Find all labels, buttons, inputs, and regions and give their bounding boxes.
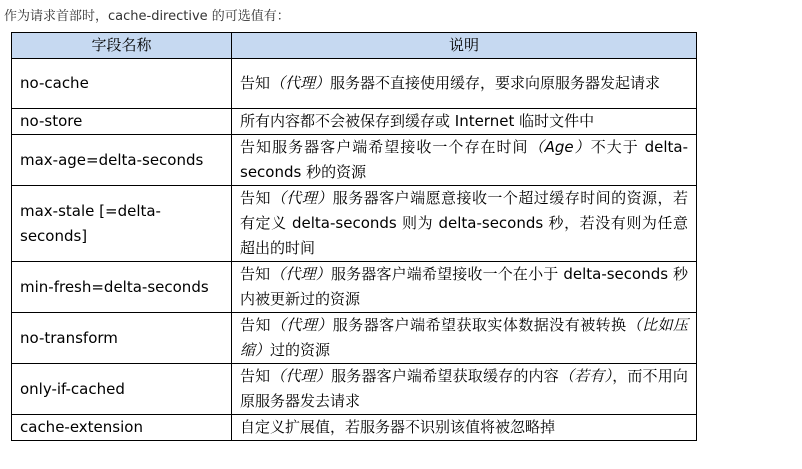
description-text: 不大于 delta-seconds 秒的资源 xyxy=(240,138,688,181)
italic-text: （代理） xyxy=(270,367,332,385)
description-text: 告知 xyxy=(240,367,271,385)
description-text: 服务器不直接使用缓存，要求向原服务器发起请求 xyxy=(330,74,661,92)
cell-description xyxy=(232,364,697,415)
description-text: 所有内容都不会被保存到缓存或 Internet 临时文件中 xyxy=(240,112,595,130)
description-text: 服务器客户端希望获取实体数据没有被转换 xyxy=(332,316,627,334)
table-row xyxy=(12,262,697,313)
cell-description xyxy=(232,415,697,441)
cell-description xyxy=(232,135,697,186)
table-row xyxy=(12,135,697,186)
cell-field-name: max-stale [=delta-seconds] xyxy=(12,186,232,262)
table-row xyxy=(12,364,697,415)
table-row xyxy=(12,313,697,364)
description-text: 自定义扩展值，若服务器不识别该值将被忽略掉 xyxy=(240,418,556,436)
cell-description xyxy=(232,262,697,313)
description-text: 告知 xyxy=(240,74,271,92)
description-text: 告知 xyxy=(240,265,271,283)
italic-text: （代理） xyxy=(270,189,333,207)
table-row xyxy=(12,59,697,109)
cell-description xyxy=(232,313,697,364)
cell-field-name: no-transform xyxy=(12,313,232,364)
cell-field-name: min-fresh=delta-seconds xyxy=(12,262,232,313)
cache-directive-table xyxy=(11,32,697,441)
cell-description xyxy=(232,186,697,262)
description-text: 服务器客户端希望获取缓存的内容 xyxy=(331,367,559,385)
cell-description xyxy=(232,109,697,135)
italic-text: （比如压缩） xyxy=(240,316,688,359)
description-text: 告知服务器客户端希望接收一个存在时间 xyxy=(240,138,529,156)
description-text: 服务器客户端愿意接收一个超过缓存时间的资源，若有定义 delta-seconds 则为 delta-seconds 秒，若没有则为任意超出的时间 xyxy=(240,189,688,257)
italic-text: （代理） xyxy=(270,74,331,92)
italic-text: （若有） xyxy=(558,367,613,385)
header-field-name: 字段名称 xyxy=(12,33,232,59)
table-row xyxy=(12,109,697,135)
cell-field-name: no-cache xyxy=(12,59,232,109)
description-text: 服务器客户端希望接收一个在小于 delta-seconds 秒内被更新过的资源 xyxy=(240,265,688,308)
table-row xyxy=(12,415,697,441)
cell-field-name: cache-extension xyxy=(12,415,232,441)
cell-description xyxy=(232,59,697,109)
cell-field-name: max-age=delta-seconds xyxy=(12,135,232,186)
header-description: 说明 xyxy=(232,33,697,59)
italic-text: （代理） xyxy=(270,265,331,283)
description-text: ，而不用向原服务器发去请求 xyxy=(240,367,688,410)
description-text: 告知 xyxy=(240,189,271,207)
intro-text: 作为请求首部时，cache-directive 的可选值有： xyxy=(4,9,290,24)
table-header-row xyxy=(12,33,697,59)
italic-text: （代理） xyxy=(270,316,333,334)
description-text: 告知 xyxy=(240,316,271,334)
italic-text: （Age） xyxy=(528,138,591,156)
table-row xyxy=(12,186,697,262)
cell-field-name: only-if-cached xyxy=(12,364,232,415)
description-text: 过的资源 xyxy=(270,341,331,359)
cell-field-name: no-store xyxy=(12,109,232,135)
